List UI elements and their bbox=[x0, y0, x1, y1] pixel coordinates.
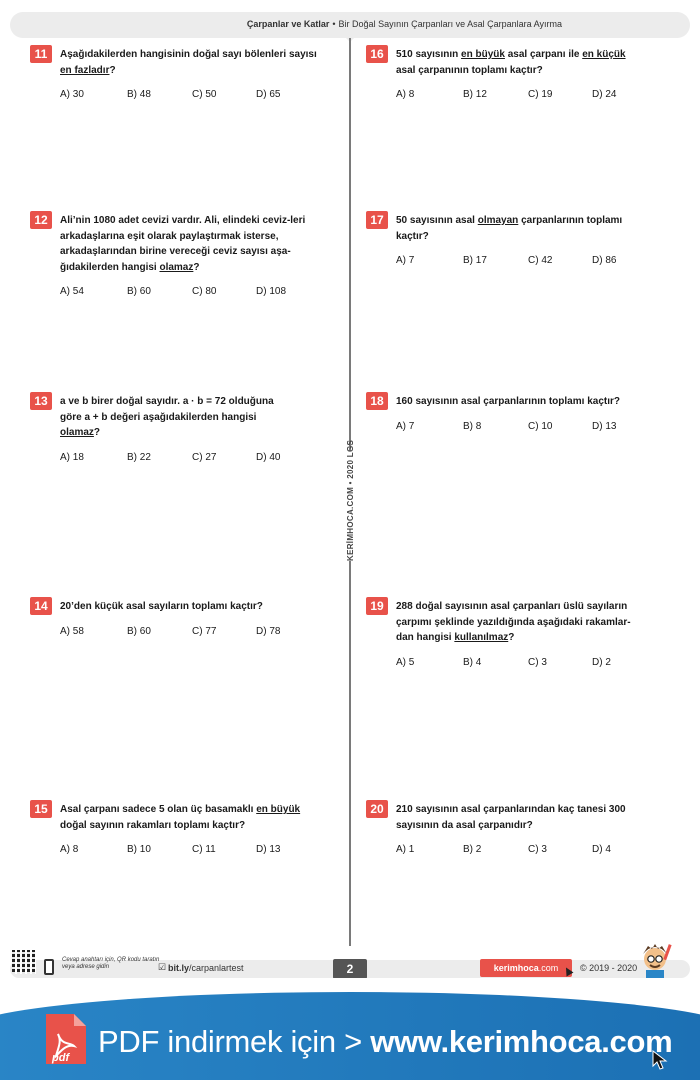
question-number: 19 bbox=[366, 597, 388, 615]
option-b[interactable]: B) 60 bbox=[127, 286, 151, 297]
question-13 bbox=[30, 392, 292, 466]
option-b[interactable]: B) 10 bbox=[127, 844, 151, 855]
option-b[interactable]: B) 4 bbox=[463, 656, 482, 668]
option-d[interactable]: D) 13 bbox=[256, 844, 281, 855]
option-a[interactable]: A) 5 bbox=[396, 656, 415, 668]
banner-prefix: PDF indirmek için > bbox=[98, 1024, 371, 1059]
answer-options bbox=[396, 421, 656, 435]
question-text: 510 sayısının en büyük asal çarpanı ile en küçük asal çarpanının toplamı kaçtır? bbox=[396, 49, 626, 76]
pdf-label: pdf bbox=[52, 1052, 70, 1064]
option-c[interactable]: C) 19 bbox=[528, 89, 553, 100]
option-a[interactable]: A) 58 bbox=[60, 625, 84, 637]
option-d[interactable]: D) 40 bbox=[256, 451, 281, 463]
short-link[interactable]: bit.ly/carpanlartest bbox=[168, 963, 244, 973]
option-b[interactable]: B) 48 bbox=[127, 89, 151, 100]
option-d[interactable]: D) 78 bbox=[256, 625, 281, 637]
question-number: 18 bbox=[366, 392, 388, 410]
question-text: Asal çarpanı sadece 5 olan üç basamaklı en büyük doğal sayının rakamları toplamı kaçtır? bbox=[60, 804, 301, 831]
answer-options bbox=[396, 255, 646, 269]
question-number: 14 bbox=[30, 597, 52, 615]
option-a[interactable]: A) 1 bbox=[396, 844, 415, 855]
option-b[interactable]: B) 2 bbox=[463, 844, 482, 855]
option-a[interactable]: A) 8 bbox=[60, 844, 79, 855]
question-18 bbox=[366, 392, 656, 435]
question-19 bbox=[366, 597, 648, 671]
banner-url[interactable]: www.kerimhoca.com bbox=[370, 1024, 673, 1059]
header-subtopic: Bir Doğal Sayının Çarpanları ve Asal Çarpanlara Ayırma bbox=[338, 19, 562, 29]
brand-badge[interactable]: kerimhoca.com bbox=[480, 959, 572, 977]
header-separator: • bbox=[332, 19, 336, 29]
option-c[interactable]: C) 77 bbox=[192, 625, 217, 637]
copyright: © 2019 - 2020 bbox=[580, 963, 638, 973]
page-footer bbox=[10, 957, 690, 978]
question-text: 50 sayısının asal olmayan çarpanlarının toplamı kaçtır? bbox=[396, 215, 623, 242]
question-text: 160 sayısının asal çarpanlarının toplamı kaçtır? bbox=[396, 396, 620, 407]
pdf-file-icon bbox=[44, 1012, 88, 1066]
question-text: 210 sayısının asal çarpanlarından kaç tanesi 300 sayısının da asal çarpanıdır? bbox=[396, 804, 626, 831]
option-a[interactable]: A) 7 bbox=[396, 255, 415, 266]
edit-link-icon: ☑ bbox=[158, 962, 167, 972]
answer-options bbox=[60, 626, 320, 640]
cursor-icon bbox=[652, 1050, 668, 1070]
option-c[interactable]: C) 80 bbox=[192, 286, 217, 297]
question-16 bbox=[366, 45, 646, 103]
question-11 bbox=[30, 45, 320, 103]
question-number: 20 bbox=[366, 800, 388, 818]
option-d[interactable]: D) 65 bbox=[256, 89, 281, 100]
question-text: Aşağıdakilerden hangisinin doğal sayı bölenleri sayısı en fazladır? bbox=[60, 49, 317, 76]
side-watermark-text: KERİMHOCA.COM • 2020 LGS bbox=[346, 439, 355, 561]
option-c[interactable]: C) 10 bbox=[528, 420, 553, 432]
header-title bbox=[247, 19, 562, 29]
answer-options bbox=[396, 89, 646, 103]
answer-options bbox=[396, 657, 648, 671]
question-15 bbox=[30, 800, 315, 858]
header-topic: Çarpanlar ve Katlar bbox=[246, 19, 330, 29]
question-text: Ali’nin 1080 adet cevizi vardır. Ali, elindeki ceviz-leri arkadaşlarına eşit olarak paylaştırmak isterse, arkadaşlarından birine vereceği ceviz sayısı aşa-ğıdakilerden hangisi olamaz? bbox=[60, 215, 306, 273]
option-d[interactable]: D) 13 bbox=[592, 420, 617, 432]
option-b[interactable]: B) 8 bbox=[463, 420, 482, 432]
question-14 bbox=[30, 597, 320, 640]
option-b[interactable]: B) 60 bbox=[127, 625, 151, 637]
page-number: 2 bbox=[333, 959, 367, 979]
option-b[interactable]: B) 22 bbox=[127, 451, 151, 463]
question-text: 288 doğal sayısının asal çarpanları üslü sayıların çarpımı şeklinde yazıldığında aşağıdaki rakamlar-dan hangisi kullanılmaz? bbox=[396, 601, 631, 643]
question-number: 15 bbox=[30, 800, 52, 818]
question-number: 11 bbox=[30, 45, 52, 63]
option-b[interactable]: B) 12 bbox=[463, 89, 487, 100]
option-d[interactable]: D) 2 bbox=[592, 656, 611, 668]
answer-options bbox=[60, 452, 292, 466]
option-c[interactable]: C) 3 bbox=[528, 656, 547, 668]
option-c[interactable]: C) 42 bbox=[528, 255, 553, 266]
option-a[interactable]: A) 54 bbox=[60, 286, 84, 297]
question-text: a ve b birer doğal sayıdır. a · b = 72 olduğuna göre a + b değeri aşağıdakilerden hangisi olamaz? bbox=[60, 396, 274, 438]
question-text: 20’den küçük asal sayıların toplamı kaçtır? bbox=[60, 601, 263, 612]
question-20 bbox=[366, 800, 646, 858]
question-number: 13 bbox=[30, 392, 52, 410]
qr-note: Cevap anahtarı için, QR kodu taratın veya adrese gidin bbox=[62, 957, 160, 970]
question-number: 12 bbox=[30, 211, 52, 229]
option-a[interactable]: A) 18 bbox=[60, 451, 84, 463]
option-b[interactable]: B) 17 bbox=[463, 255, 487, 266]
option-c[interactable]: C) 3 bbox=[528, 844, 547, 855]
phone-icon bbox=[44, 959, 54, 975]
answer-options bbox=[60, 844, 315, 858]
answer-options bbox=[60, 89, 320, 103]
question-12 bbox=[30, 211, 315, 300]
answer-options bbox=[60, 286, 315, 300]
option-c[interactable]: C) 50 bbox=[192, 89, 217, 100]
option-c[interactable]: C) 11 bbox=[192, 844, 216, 855]
mascot-icon bbox=[638, 942, 672, 978]
option-a[interactable]: A) 8 bbox=[396, 89, 415, 100]
answer-options bbox=[396, 844, 646, 858]
question-number: 17 bbox=[366, 211, 388, 229]
option-c[interactable]: C) 27 bbox=[192, 451, 217, 463]
banner-text[interactable] bbox=[98, 1024, 672, 1060]
question-17 bbox=[366, 211, 646, 269]
option-a[interactable]: A) 7 bbox=[396, 420, 415, 432]
question-number: 16 bbox=[366, 45, 388, 63]
option-d[interactable]: D) 4 bbox=[592, 844, 611, 855]
qr-code-icon[interactable] bbox=[12, 950, 36, 974]
option-d[interactable]: D) 108 bbox=[256, 286, 287, 297]
option-d[interactable]: D) 24 bbox=[592, 89, 617, 100]
option-d[interactable]: D) 86 bbox=[592, 255, 617, 266]
option-a[interactable]: A) 30 bbox=[60, 89, 84, 100]
